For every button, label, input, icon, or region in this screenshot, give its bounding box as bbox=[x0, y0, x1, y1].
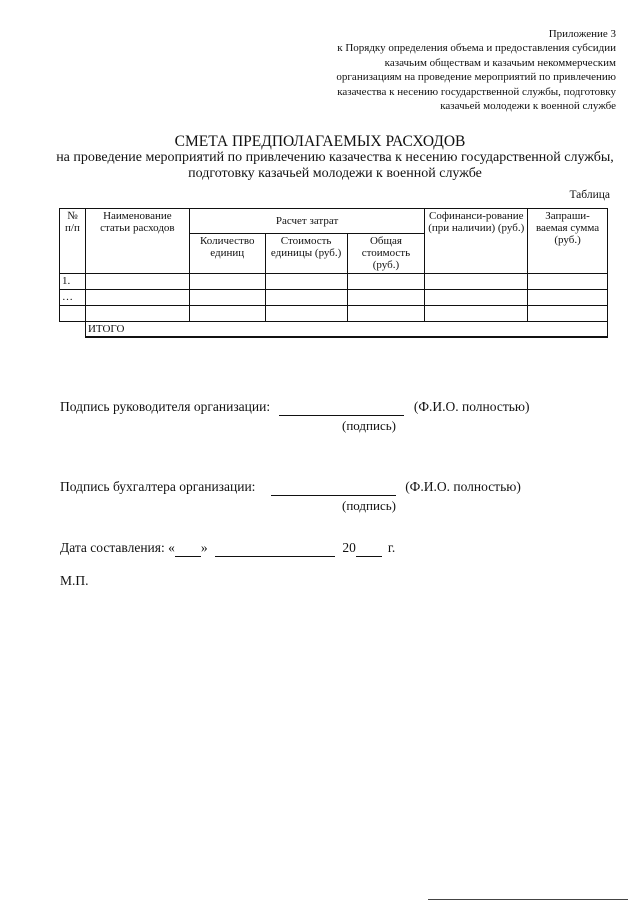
table-row bbox=[60, 274, 608, 290]
accountant-fio-label: (Ф.И.О. полностью) bbox=[405, 479, 521, 494]
header-qty: Количество единиц bbox=[189, 234, 265, 274]
date-quote-close: » bbox=[200, 540, 208, 555]
table-cell bbox=[347, 290, 425, 306]
appendix-line: казачьей молодежи к военной службе bbox=[440, 100, 616, 113]
date-line bbox=[60, 540, 395, 557]
date-label: Дата составления: « bbox=[60, 540, 175, 555]
document-title: СМЕТА ПРЕДПОЛАГАЕМЫХ РАСХОДОВ bbox=[174, 133, 466, 150]
table-row bbox=[60, 306, 608, 322]
header-calc: Расчет затрат bbox=[189, 209, 425, 234]
appendix-line: к Порядку определения объема и предоставления субсидии bbox=[337, 42, 616, 55]
header-total-cost: Общая стоимость (руб.) bbox=[347, 234, 425, 274]
row-num: … bbox=[60, 290, 86, 306]
header-cofinancing: Софинанси-рование (при наличии) (руб.) bbox=[425, 209, 528, 274]
accountant-signature-line bbox=[60, 479, 521, 496]
table-row bbox=[60, 290, 608, 306]
table-cell bbox=[425, 274, 528, 290]
header-unit-cost: Стоимость единицы (руб.) bbox=[265, 234, 347, 274]
year-prefix: 20 bbox=[342, 540, 356, 555]
header-requested: Запраши-ваемая сумма (руб.) bbox=[528, 209, 608, 274]
appendix-line: Приложение 3 bbox=[548, 28, 616, 40]
table-cell bbox=[528, 290, 608, 306]
table-cell bbox=[265, 290, 347, 306]
head-signature-label: Подпись руководителя организации: bbox=[60, 399, 271, 414]
table-cell bbox=[347, 306, 425, 322]
table-cell bbox=[528, 274, 608, 290]
table-cell bbox=[189, 306, 265, 322]
year-suffix: г. bbox=[387, 540, 396, 555]
table-total-row bbox=[60, 322, 608, 338]
date-day-field[interactable] bbox=[175, 540, 201, 557]
accountant-sign-note: (подпись) bbox=[342, 498, 396, 513]
header-num: № п/п bbox=[60, 209, 86, 274]
appendix-line: казачества к несению государственной службы, подготовку bbox=[337, 85, 616, 98]
head-signature-line bbox=[60, 399, 529, 416]
row-num bbox=[60, 306, 86, 322]
table-cell bbox=[85, 306, 189, 322]
date-year-field[interactable] bbox=[356, 540, 382, 557]
table-cell bbox=[85, 290, 189, 306]
head-signature-field[interactable] bbox=[279, 399, 404, 416]
table-cell bbox=[265, 306, 347, 322]
table-cell bbox=[265, 274, 347, 290]
accountant-signature-field[interactable] bbox=[271, 479, 396, 496]
date-month-field[interactable] bbox=[215, 540, 335, 557]
head-fio-label: (Ф.И.О. полностью) bbox=[413, 399, 530, 414]
total-label: ИТОГО bbox=[85, 322, 607, 338]
appendix-line: организациям на проведение мероприятий по привлечению bbox=[336, 71, 616, 84]
footer-rule bbox=[428, 899, 628, 900]
table-cell bbox=[189, 290, 265, 306]
table-cell bbox=[85, 274, 189, 290]
stamp-label: М.П. bbox=[60, 573, 89, 588]
table-cell bbox=[528, 306, 608, 322]
table-cell bbox=[60, 322, 86, 338]
document-subtitle: на проведение мероприятий по привлечению казачества к несению государственной службы, подготовку казачьей молодежи к военной службе bbox=[56, 150, 614, 181]
table-cell bbox=[425, 306, 528, 322]
appendix-header bbox=[256, 27, 616, 113]
table-caption: Таблица bbox=[569, 189, 610, 201]
table-header-row bbox=[60, 209, 608, 234]
table-cell bbox=[189, 274, 265, 290]
head-sign-note: (подпись) bbox=[342, 418, 396, 433]
accountant-signature-label: Подпись бухгалтера организации: bbox=[60, 479, 256, 494]
table-cell bbox=[347, 274, 425, 290]
appendix-line: казачьим обществам и казачьим некоммерческим bbox=[384, 56, 616, 69]
header-name: Наименование статьи расходов bbox=[85, 209, 189, 274]
row-num: 1. bbox=[60, 274, 86, 290]
table-cell bbox=[425, 290, 528, 306]
budget-table bbox=[59, 208, 608, 338]
